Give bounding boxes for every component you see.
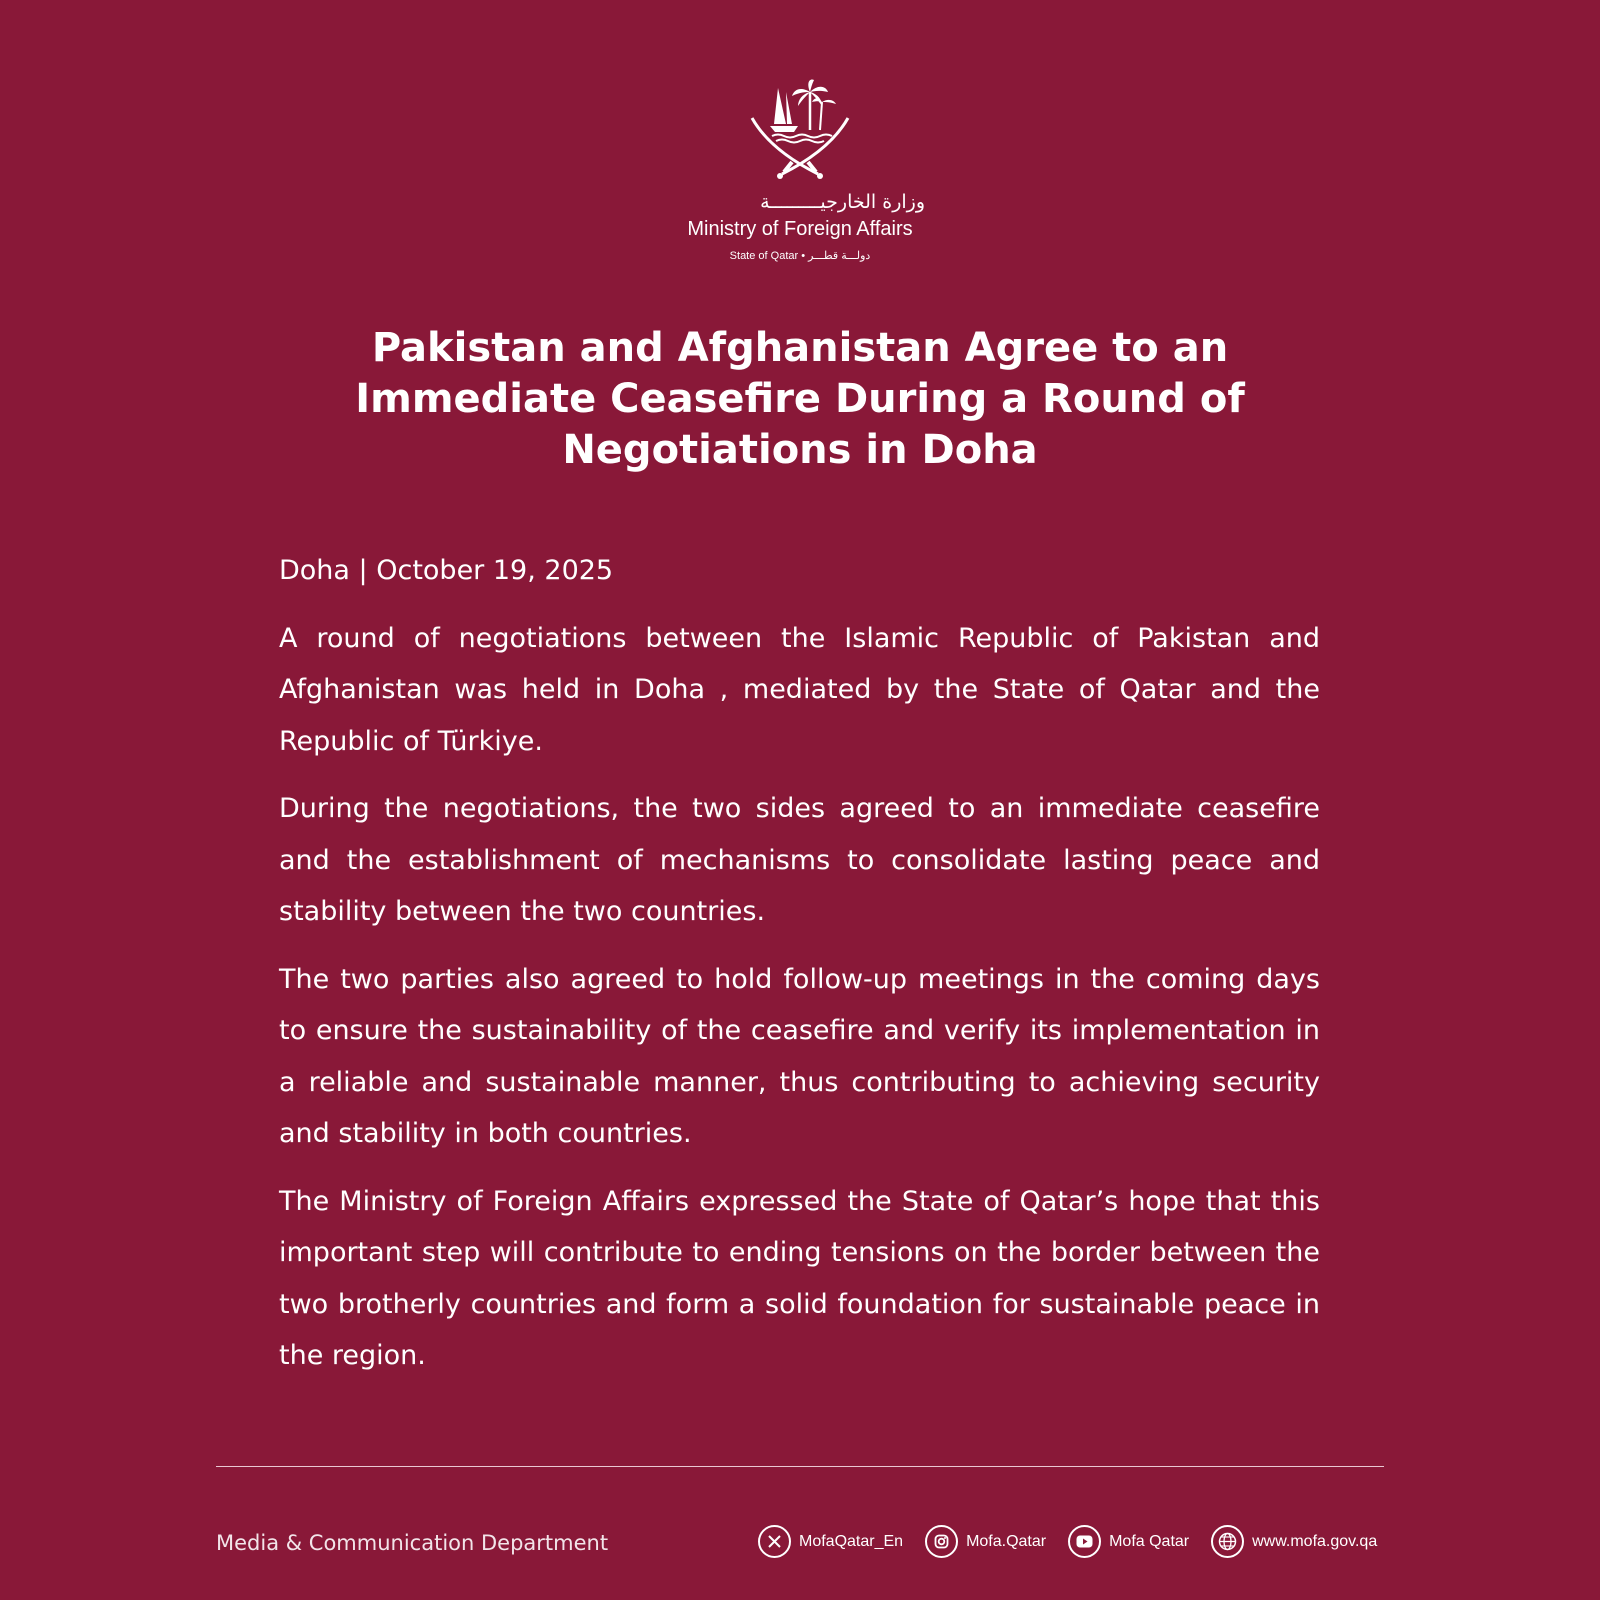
social-label: MofaQatar_En [799,1532,904,1550]
social-label: Mofa Qatar [1109,1532,1190,1550]
press-release-body [279,545,1320,1398]
social-link-website[interactable] [1211,1525,1377,1558]
ministry-logo [0,78,1600,264]
press-release-headline: Pakistan and Afghanistan Agree to an Immediate Ceasefire During a Round of Negotiations in Doha [355,325,1245,473]
social-links [758,1525,1377,1558]
state-of-qatar-line: State of Qatar • دولـــة قطـــر [729,250,871,262]
social-link-x[interactable] [758,1525,903,1558]
instagram-icon [925,1525,958,1558]
ministry-english-name: Ministry of Foreign Affairs [687,218,913,240]
body-paragraph: The two parties also agreed to hold follow-up meetings in the coming days to ensure the sustainability of the ceasefire and verify its implementation in a reliable and sustainable manner, thus contributing to achieving security and stability in both countries. [279,963,1320,1149]
qatar-emblem-icon [748,78,852,182]
youtube-icon [1068,1525,1101,1558]
dateline: Doha | October 19, 2025 [279,555,614,586]
x-icon [758,1525,791,1558]
footer-divider [216,1466,1384,1467]
ministry-arabic-name: وزارة الخارجيـــــــــة [760,191,925,213]
body-paragraph: A round of negotiations between the Islamic Republic of Pakistan and Afghanistan was held in Doha , mediated by the State of Qatar and the Republic of Türkiye. [279,622,1320,757]
social-link-youtube[interactable] [1068,1525,1189,1558]
social-link-instagram[interactable] [925,1525,1046,1558]
body-paragraph: The Ministry of Foreign Affairs expressed the State of Qatar’s hope that this important step will contribute to ending tensions on the border between the two brotherly countries and form a solid foundation for sustainable peace in the region. [279,1185,1320,1371]
social-label: www.mofa.gov.qa [1252,1532,1378,1550]
department-name: Media & Communication Department [216,1531,609,1555]
globe-icon [1211,1525,1244,1558]
social-label: Mofa.Qatar [966,1532,1047,1550]
body-paragraph: During the negotiations, the two sides agreed to an immediate ceasefire and the establishment of mechanisms to consolidate lasting peace and stability between the two countries. [279,793,1320,927]
